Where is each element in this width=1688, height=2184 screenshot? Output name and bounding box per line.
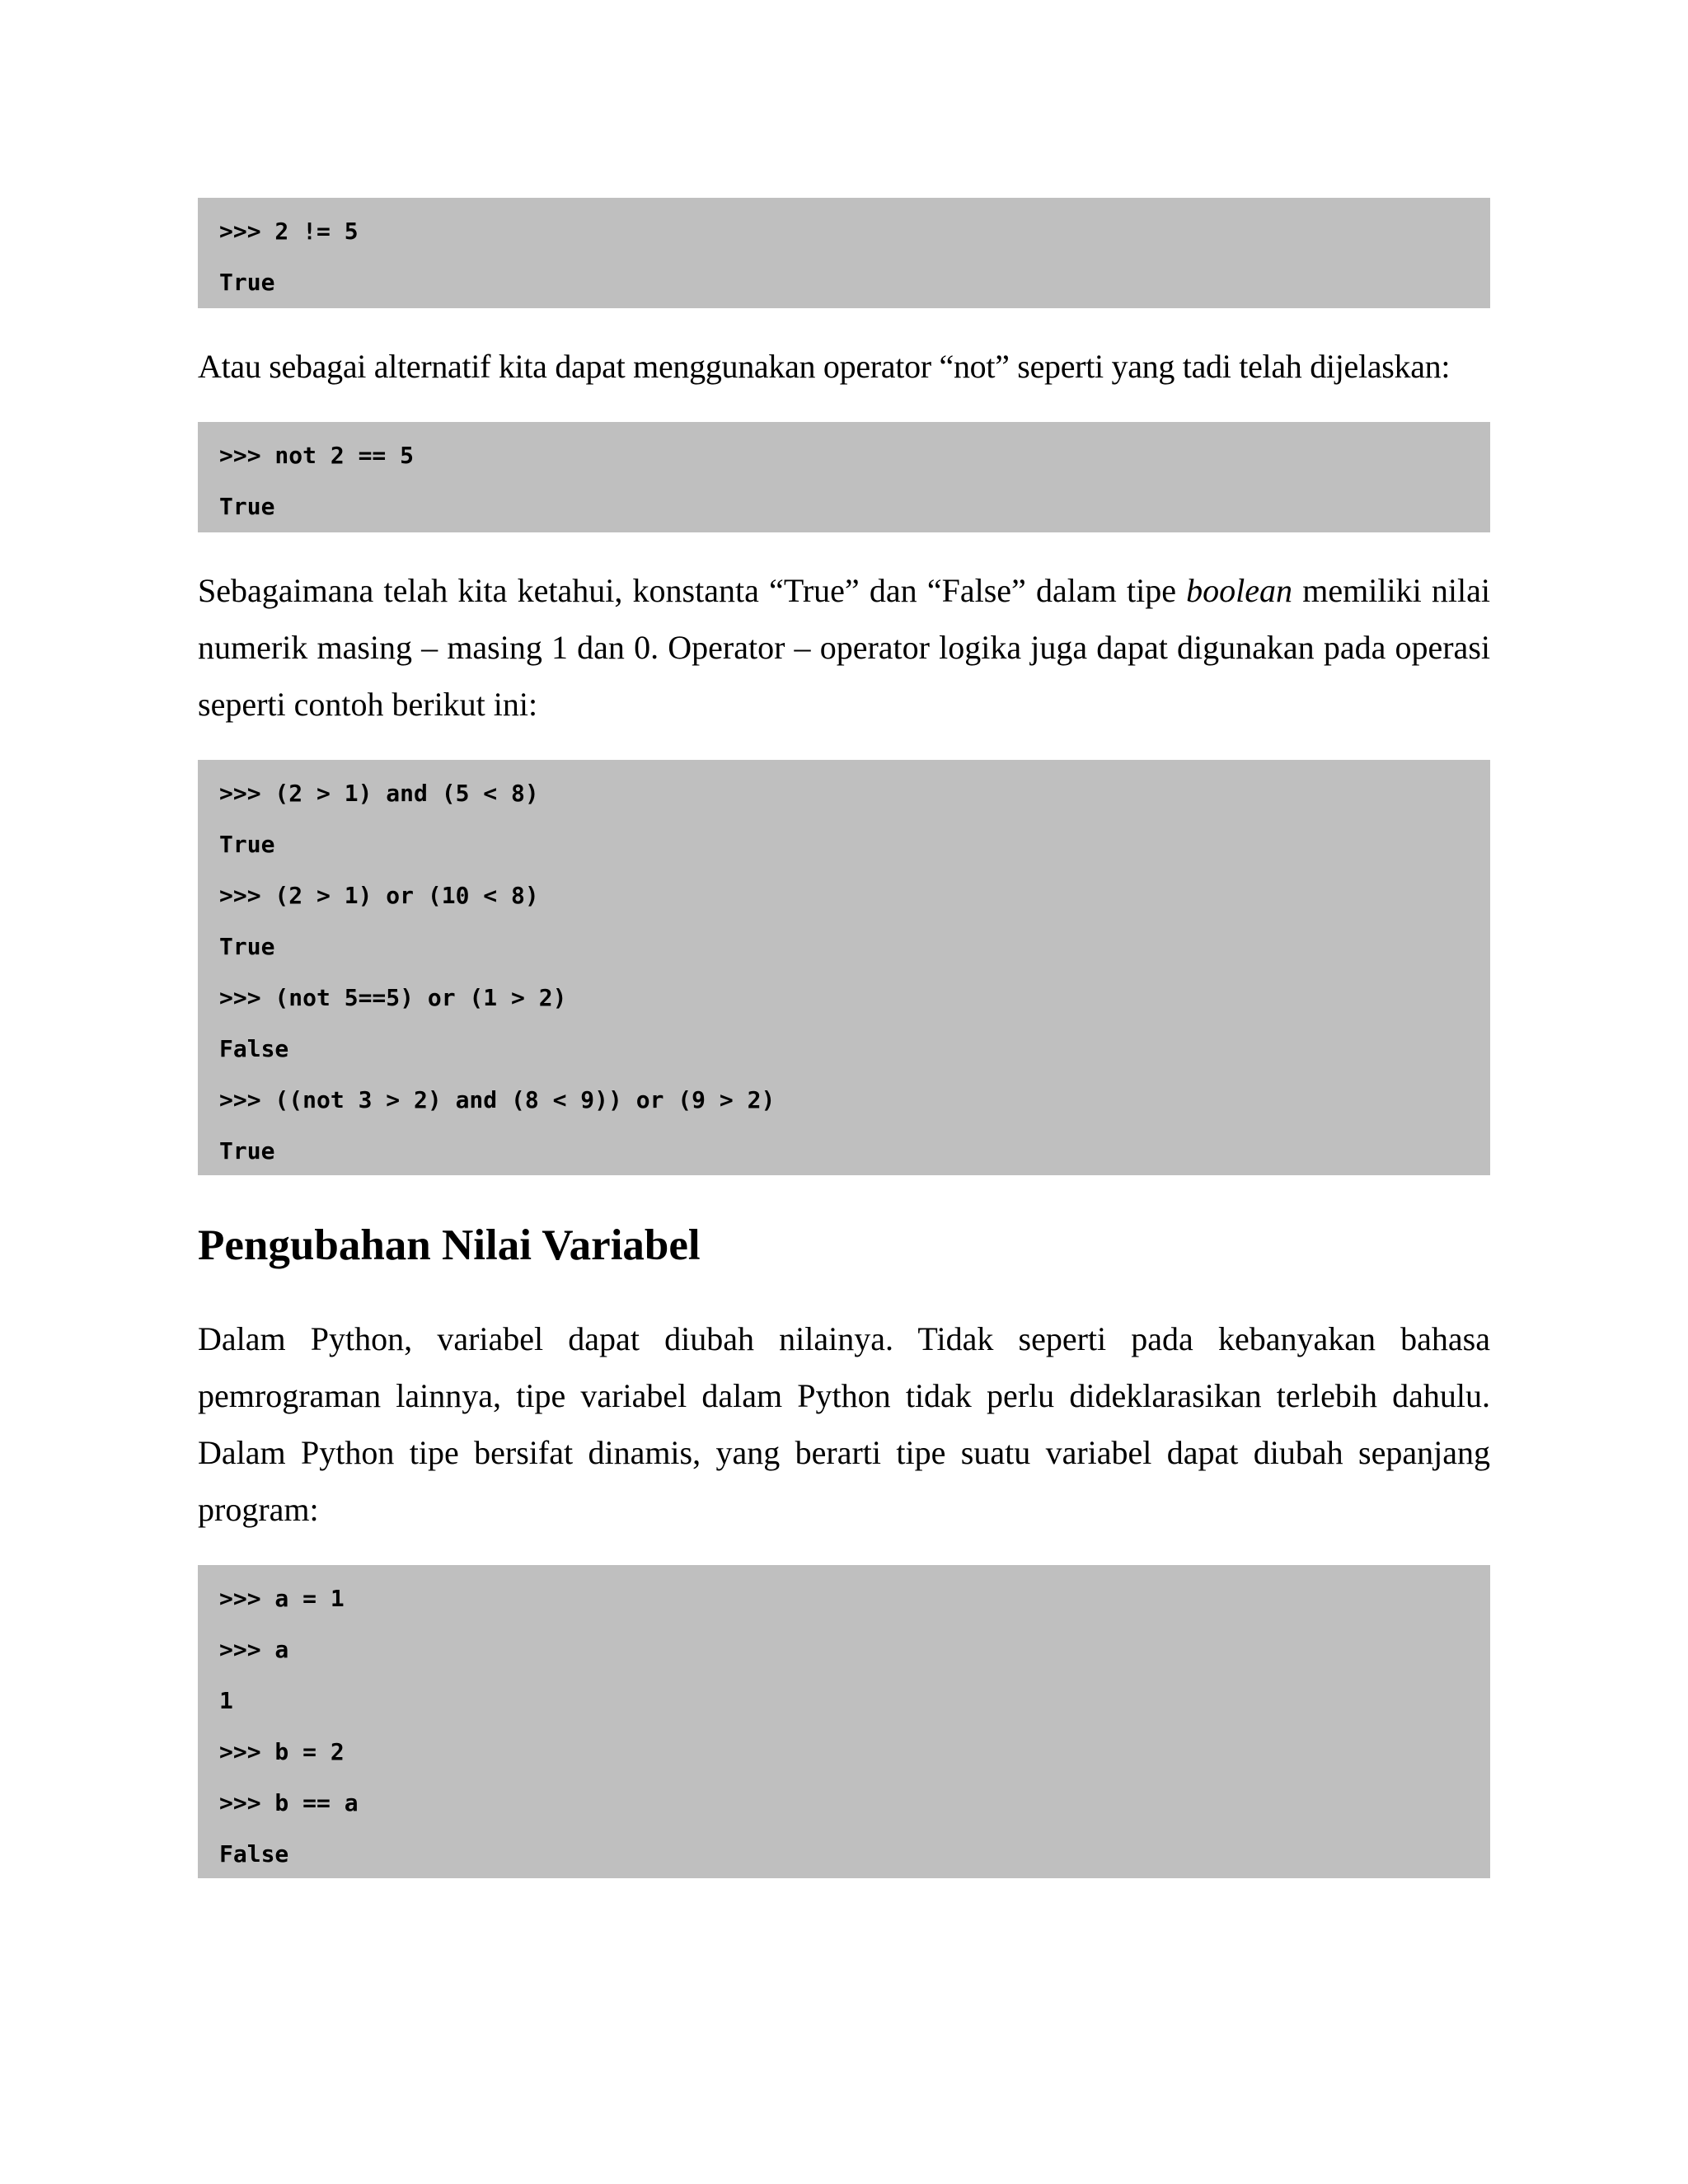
document-page (198, 198, 1490, 1878)
code-block-not (198, 422, 1490, 532)
paragraph-text: memiliki nilai numerik masing – masing 1 dan 0. Operator – operator logika juga dapat digunakan pada operasi seperti contoh berikut ini: (198, 572, 1491, 723)
code-block-not-equal (198, 198, 1490, 308)
code-line: >>> (not 5==5) or (1 > 2) (219, 984, 567, 1011)
code-line: >>> a = 1 (219, 1585, 345, 1612)
paragraph-dynamic-typing: Dalam Python, variabel dapat diubah nilainya. Tidak seperti pada kebanyakan bahasa pemrograman lainnya, tipe variabel dalam Python tidak perlu dideklarasikan terlebih dahulu. Dalam Python tipe bersifat dinamis, yang berarti tipe suatu variabel dapat diubah sepanjang program: (198, 1320, 1490, 1528)
code-line: False (219, 1840, 289, 1868)
code-block-variables (198, 1565, 1490, 1878)
code-line: >>> b = 2 (219, 1738, 345, 1765)
paragraph-boolean (198, 562, 1490, 733)
code-line: True (219, 831, 275, 858)
boolean-term: boolean (1186, 572, 1293, 609)
code-line: True (219, 493, 275, 520)
code-line: >>> a (219, 1636, 289, 1663)
code-line: >>> (2 > 1) or (10 < 8) (219, 882, 539, 909)
code-line: >>> ((not 3 > 2) and (8 < 9)) or (9 > 2) (219, 1086, 776, 1113)
code-line: >>> (2 > 1) and (5 < 8) (219, 780, 539, 807)
paragraph-text: Sebagaimana telah kita ketahui, konstanta “True” dan “False” dalam tipe (198, 572, 1187, 609)
section-heading: Pengubahan Nilai Variabel (198, 1221, 701, 1269)
code-line: True (219, 1137, 275, 1165)
paragraph-not-operator: Atau sebagai alternatif kita dapat menggunakan operator “not” seperti yang tadi telah dijelaskan: (198, 348, 1451, 385)
code-block-logic-operators (198, 760, 1490, 1175)
code-line: >>> not 2 == 5 (219, 442, 415, 469)
code-line: 1 (219, 1687, 233, 1714)
code-line: >>> 2 != 5 (219, 218, 359, 245)
code-line: True (219, 933, 275, 960)
code-line: >>> b == a (219, 1789, 359, 1816)
code-line: False (219, 1035, 289, 1062)
code-line: True (219, 269, 275, 296)
